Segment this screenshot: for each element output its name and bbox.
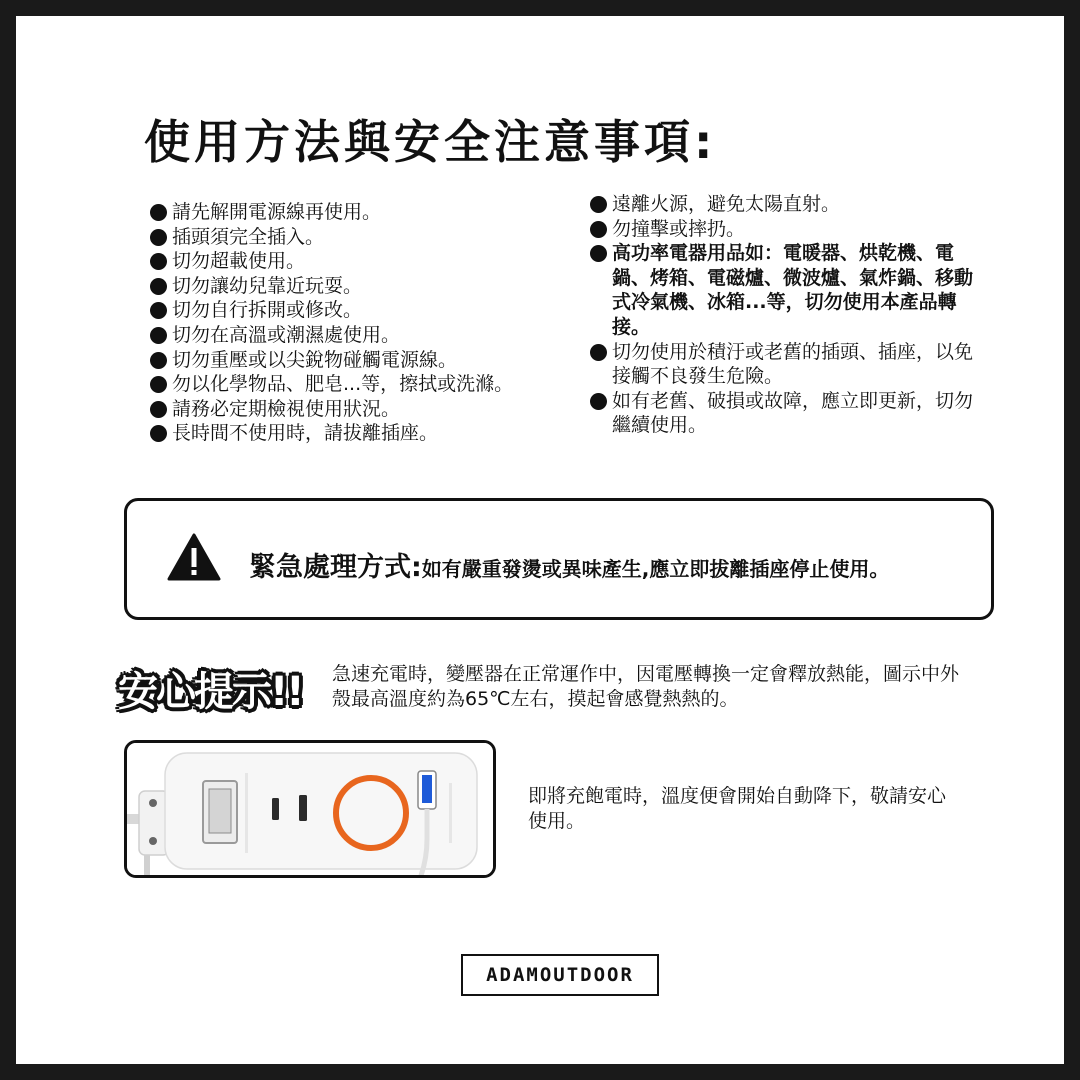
page bbox=[16, 16, 1064, 1064]
bullet-icon bbox=[150, 327, 167, 344]
tip-text: 急速充電時，變壓器在正常運作中，因電壓轉換一定會釋放熱能，圖示中外殼最高溫度約為65℃左右，摸起會感覺熱熱的。 bbox=[332, 663, 960, 710]
list-item: 請先解開電源線再使用。 bbox=[150, 200, 570, 225]
emergency-box bbox=[124, 498, 994, 620]
list-item: 插頭須完全插入。 bbox=[150, 225, 570, 250]
list-item: 切勿自行拆開或修改。 bbox=[150, 298, 570, 323]
warning-icon bbox=[167, 533, 221, 581]
bullet-icon bbox=[590, 245, 607, 262]
bullet-icon bbox=[590, 196, 607, 213]
safety-list-right bbox=[590, 192, 990, 438]
bullet-icon bbox=[150, 204, 167, 221]
list-item: 切勿超載使用。 bbox=[150, 249, 570, 274]
bullet-icon bbox=[150, 253, 167, 270]
bullet-icon bbox=[150, 278, 167, 295]
list-item: 切勿重壓或以尖銳物碰觸電源線。 bbox=[150, 348, 570, 373]
list-item: 如有老舊、破損或故障，應立即更新，切勿繼續使用。 bbox=[590, 389, 990, 438]
cooling-text: 即將充飽電時，溫度便會開始自動降下，敬請安心使用。 bbox=[528, 785, 947, 832]
power-strip-image bbox=[124, 740, 496, 878]
list-item: 切勿使用於積汙或老舊的插頭、插座，以免接觸不良發生危險。 bbox=[590, 340, 990, 389]
power-strip-illustration bbox=[127, 743, 496, 878]
list-item: 遠離火源，避免太陽直射。 bbox=[590, 192, 990, 217]
emergency-label: 緊急處理方式: bbox=[249, 552, 422, 583]
bullet-icon bbox=[590, 344, 607, 361]
bullet-icon bbox=[150, 376, 167, 393]
safety-list-left bbox=[150, 200, 570, 446]
bullet-icon bbox=[150, 425, 167, 442]
bullet-icon bbox=[150, 229, 167, 246]
bullet-icon bbox=[150, 401, 167, 418]
list-item: 長時間不使用時，請拔離插座。 bbox=[150, 421, 570, 446]
list-item: 請務必定期檢視使用狀況。 bbox=[150, 397, 570, 422]
list-item: 切勿在高溫或潮濕處使用。 bbox=[150, 323, 570, 348]
bullet-icon bbox=[590, 221, 607, 238]
list-item: 勿以化學物品、肥皂...等，擦拭或洗滌。 bbox=[150, 372, 570, 397]
list-item-high-power: 高功率電器用品如：電暖器、烘乾機、電鍋、烤箱、電磁爐、微波爐、氣炸鍋、移動式冷氣機、冰箱...等，切勿使用本產品轉接。 bbox=[590, 241, 990, 339]
bullet-icon bbox=[150, 302, 167, 319]
list-item: 切勿讓幼兒靠近玩耍。 bbox=[150, 274, 570, 299]
emergency-body: 如有嚴重發燙或異味產生,應立即拔離插座停止使用。 bbox=[421, 557, 890, 581]
bullet-icon bbox=[150, 352, 167, 369]
emergency-text bbox=[249, 545, 889, 584]
bullet-icon bbox=[590, 393, 607, 410]
page-title: 使用方法與安全注意事項: bbox=[144, 115, 717, 169]
brand-logo: ADAMOUTDOOR bbox=[461, 954, 659, 996]
tip-label: 安心提示!! bbox=[118, 669, 303, 715]
list-item: 勿撞擊或摔扔。 bbox=[590, 217, 990, 242]
